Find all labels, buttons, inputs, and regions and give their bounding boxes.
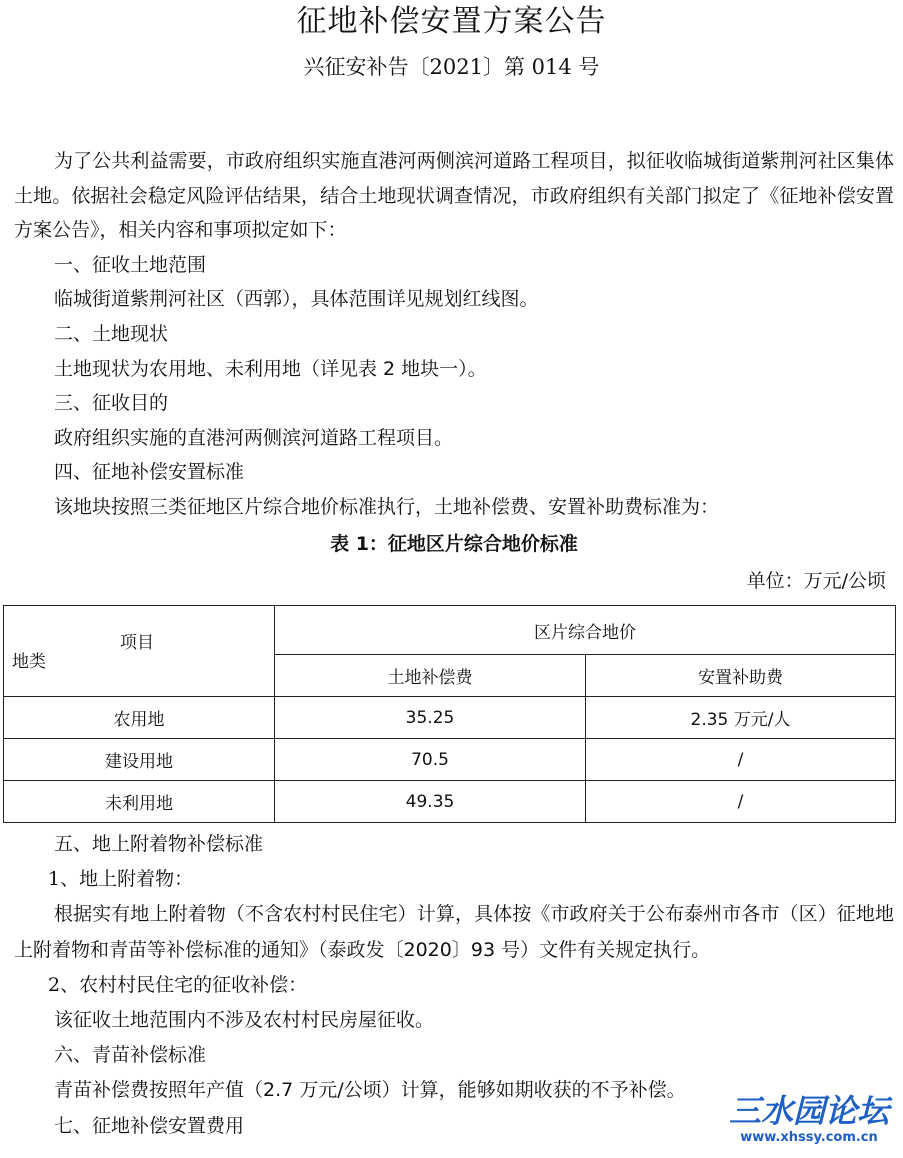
table-unit: 单位：万元/公顷 bbox=[746, 569, 886, 592]
section-7-heading: 七、征地补偿安置费用 bbox=[54, 1114, 245, 1137]
section-5-2-heading: 2、农村村民住宅的征收补偿： bbox=[48, 973, 308, 996]
row-resettle-fee: 2.35 万元/人 bbox=[586, 697, 896, 739]
upper-body bbox=[14, 144, 894, 599]
corner-label-type: 地类 bbox=[12, 652, 46, 672]
section-3-heading: 三、征收目的 bbox=[54, 392, 169, 415]
row-type: 农用地 bbox=[4, 697, 275, 739]
table-row bbox=[4, 697, 896, 739]
row-type: 建设用地 bbox=[4, 739, 275, 781]
section-5-1-heading: 1、地上附着物： bbox=[48, 868, 194, 891]
section-6-heading: 六、青苗补偿标准 bbox=[54, 1044, 207, 1067]
row-land-fee: 35.25 bbox=[275, 697, 586, 739]
section-2-heading: 二、土地现状 bbox=[54, 322, 169, 345]
section-2-text: 土地现状为农用地、未利用地（详见表 2 地块一）。 bbox=[54, 357, 487, 380]
intro-paragraph: 为了公共利益需要，市政府组织实施直港河两侧滨河道路工程项目，拟征收临城街道紫荆河社区集体土地。依据社会稳定风险评估结果，结合土地现状调查情况，市政府组织有关部门拟定了《征地补偿安置方案公告》，相关内容和事项拟定如下： bbox=[14, 150, 894, 242]
section-6-text: 青苗补偿费按照年产值（2.7 万元/公顷）计算，能够如期收获的不予补偿。 bbox=[54, 1079, 686, 1102]
row-resettle-fee: / bbox=[586, 781, 896, 823]
table-caption: 表 1：征地区片综合地价标准 bbox=[330, 532, 578, 555]
document-number: 兴征安补告〔2021〕第 014 号 bbox=[303, 55, 600, 79]
forum-watermark bbox=[721, 1092, 897, 1146]
col-header-land: 土地补偿费 bbox=[275, 655, 586, 697]
table-row bbox=[4, 781, 896, 823]
group-header: 区片综合地价 bbox=[275, 606, 896, 655]
watermark-logo: 三水园论坛 bbox=[728, 1092, 889, 1130]
row-land-fee: 49.35 bbox=[275, 781, 586, 823]
row-resettle-fee: / bbox=[586, 739, 896, 781]
watermark-url: www.xhssy.com.cn bbox=[740, 1130, 878, 1145]
corner-label-item: 项目 bbox=[120, 633, 154, 653]
section-5-2-text: 该征收土地范围内不涉及农村村民房屋征收。 bbox=[54, 1009, 435, 1032]
row-land-fee: 70.5 bbox=[275, 739, 586, 781]
table-row bbox=[4, 739, 896, 781]
row-type: 未利用地 bbox=[4, 781, 275, 823]
table-corner-cell bbox=[4, 606, 275, 697]
section-4-text: 该地块按照三类征地区片综合地价标准执行，土地补偿费、安置补助费标准为： bbox=[54, 495, 720, 518]
col-header-resettle: 安置补助费 bbox=[586, 655, 896, 697]
page-title: 征地补偿安置方案公告 bbox=[296, 4, 607, 39]
section-1-text: 临城街道紫荆河社区（西郭），具体范围详见规划红线图。 bbox=[54, 288, 539, 311]
section-5-heading: 五、地上附着物补偿标准 bbox=[54, 833, 264, 855]
section-1-heading: 一、征收土地范围 bbox=[54, 253, 207, 276]
section-4-heading: 四、征地补偿安置标准 bbox=[54, 461, 245, 484]
land-price-table bbox=[3, 605, 896, 823]
section-3-text: 政府组织实施的直港河两侧滨河道路工程项目。 bbox=[54, 426, 454, 449]
section-5-1-text: 根据实有地上附着物（不含农村村民住宅）计算，具体按《市政府关于公布泰州市各市（区）征地地上附着物和青苗等补偿标准的通知》（泰政发〔2020〕93 号）文件有关规定执行。 bbox=[14, 903, 894, 961]
